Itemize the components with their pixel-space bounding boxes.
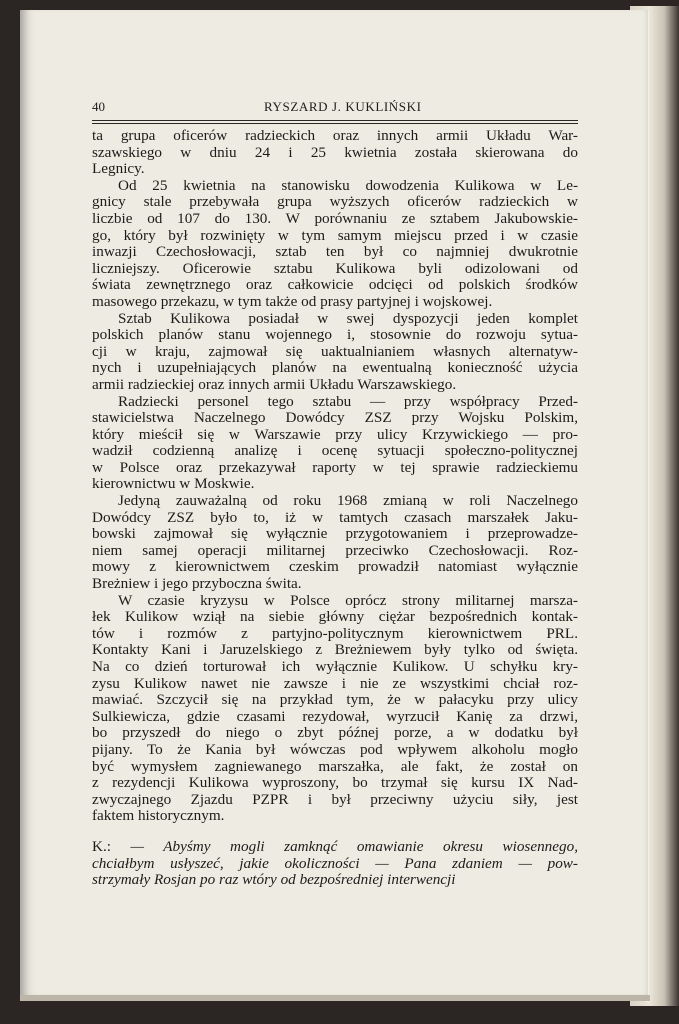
text-line: Breżniew i jego przyboczna świta.	[92, 576, 302, 593]
text-line: zwyczajnego Zjazdu PZPR i był przeciwny użyciu siły, jest	[92, 791, 578, 808]
paragraph	[92, 178, 578, 311]
text-line: polskich planów stanu wojennego i, stosownie do rozwoju sytua-	[92, 327, 578, 344]
header-rule-second	[92, 123, 578, 124]
text-line: Sztab Kulikowa posiadał w swej dyspozycji jeden komplet	[118, 310, 578, 327]
text-line: inwazji Czechosłowacji, sztab ten był co najmniej dwukrotnie	[92, 244, 578, 261]
text-line: szawskiego w dniu 24 i 25 kwietnia została skierowana do	[92, 144, 578, 161]
text-line: Dowódcy ZSZ było to, iż w tamtych czasach marszałek Jaku-	[92, 509, 578, 526]
paragraph	[92, 493, 578, 593]
text-line: Jedyną zauważalną od roku 1968 zmianą w roli Naczelnego	[118, 493, 578, 510]
text-line: tów i rozmów z partyjno-politycznym kierownictwem PRL.	[92, 625, 578, 642]
text-line: kierownictwu w Moskwie.	[92, 476, 255, 493]
text-line: z rezydencji Kulikowa wyproszony, bo trzymał się kursu IX Nad-	[92, 775, 578, 792]
text-line: Kontakty Kani i Jaruzelskiego z Breżniewem były tylko od święta.	[92, 642, 578, 659]
text-line: bo przyszedł do niego o zbyt późnej porze, a w dodatku był	[92, 725, 578, 742]
interview-speaker: K.:	[92, 838, 111, 855]
text-line: stawicielstwa Naczelnego Dowódcy ZSZ przy Wojsku Polskim,	[92, 410, 578, 427]
text-line: pijany. To że Kania był wówczas pod wpływem alkoholu mogło	[92, 741, 578, 758]
text-line: świata zewnętrznego oraz całkowicie odcięci od polskich środków	[92, 277, 578, 294]
text-line: Od 25 kwietnia na stanowisku dowodzenia Kulikowa w Le-	[118, 177, 578, 194]
paragraph	[92, 311, 578, 394]
header-rule	[92, 120, 578, 121]
page-bottom-edge	[20, 995, 650, 1001]
text-line: armii radzieckiej oraz innych armii Układu Warszawskiego.	[92, 376, 457, 393]
text-line: gnicy stale przebywała grupa wyższych oficerów radzieckich w	[92, 194, 578, 211]
text-line: Sulkiewicza, gdzie czasami rezydował, wyrzucił Kanię za drzwi,	[92, 708, 578, 725]
body-text	[92, 128, 578, 889]
text-line: ta grupa oficerów radzieckich oraz innych armii Układu War-	[92, 128, 578, 144]
section-gap	[92, 825, 578, 839]
text-line: cji w kraju, zajmował się uaktualnianiem własnych alternatyw-	[92, 343, 578, 360]
text-line: Radziecki personel tego sztabu — przy współpracy Przed-	[118, 393, 578, 410]
paragraph	[92, 128, 578, 178]
text-line: nych i uzupełniających planów na ewentualną konieczność użycia	[92, 360, 578, 377]
text-line: niem samej operacji militarnej przeciwko Czechosłowacji. Roz-	[92, 542, 578, 559]
running-header	[92, 99, 578, 119]
interview-line	[92, 839, 578, 856]
text-line: w Polsce oraz przekazywał raporty w tej sprawie radzieckiemu	[92, 459, 578, 476]
text-line: który mieścił się w Warszawie przy ulicy Krzywickiego — pro-	[92, 426, 578, 443]
text-line: Legnicy.	[92, 161, 145, 178]
text-line: mowy z kierownictwem czeskim prowadził natomiast wyłącznie	[92, 559, 578, 576]
text-line: Na co dzień torturował ich wyłącznie Kulikow. U schyłku kry-	[92, 659, 578, 675]
interview-line: strzymały Rosjan po raz wtóry od bezpośredniej interwencji	[92, 872, 456, 889]
paragraph	[92, 593, 578, 825]
text-line: bowski zajmował się wyłącznie przygotowaniem i przeprowadze-	[92, 526, 578, 543]
text-line: go, który był rozwinięty w tym samym miejscu przed i w czasie	[92, 227, 578, 244]
paragraph	[92, 394, 578, 494]
text-line: mawiać. Szczycił się na przykład tym, że w pałacyku przy ulicy	[92, 692, 578, 709]
interview-question	[92, 839, 578, 889]
text-line: wadził codzienną analizę i ocenę sytuacji społeczno-politycznej	[92, 443, 578, 460]
text-line: W czasie kryzysu w Polsce oprócz strony militarnej marsza-	[118, 592, 578, 609]
interview-line: chciałbym usłyszeć, jakie okoliczności — Pana zdaniem — pow-	[92, 855, 578, 872]
page-number: 40	[92, 99, 105, 114]
interview-line-text: — Abyśmy mogli zamknąć omawianie okresu wiosennego,	[130, 838, 578, 855]
text-line: faktem historycznym.	[92, 808, 225, 825]
running-header-author: RYSZARD J. KUKLIŃSKI	[264, 99, 422, 114]
text-line: być wymysłem zagniewanego marszałka, ale fakt, że został on	[92, 758, 578, 775]
text-line: łek Kulikow wziął na siebie główny ciężar bezpośrednich kontak-	[92, 609, 578, 626]
text-line: masowego przekazu, w tym także od prasy partyjnej i wojskowej.	[92, 293, 493, 310]
text-line: liczniejszy. Oficerowie sztabu Kulikowa byli odizolowani od	[92, 260, 578, 277]
text-line: liczbie od 107 do 130. W porównaniu ze sztabem Jakubowskie-	[92, 210, 578, 227]
text-line: zysu Kulikow nawet nie zawsze i nie ze wszystkimi chciał roz-	[92, 675, 578, 692]
